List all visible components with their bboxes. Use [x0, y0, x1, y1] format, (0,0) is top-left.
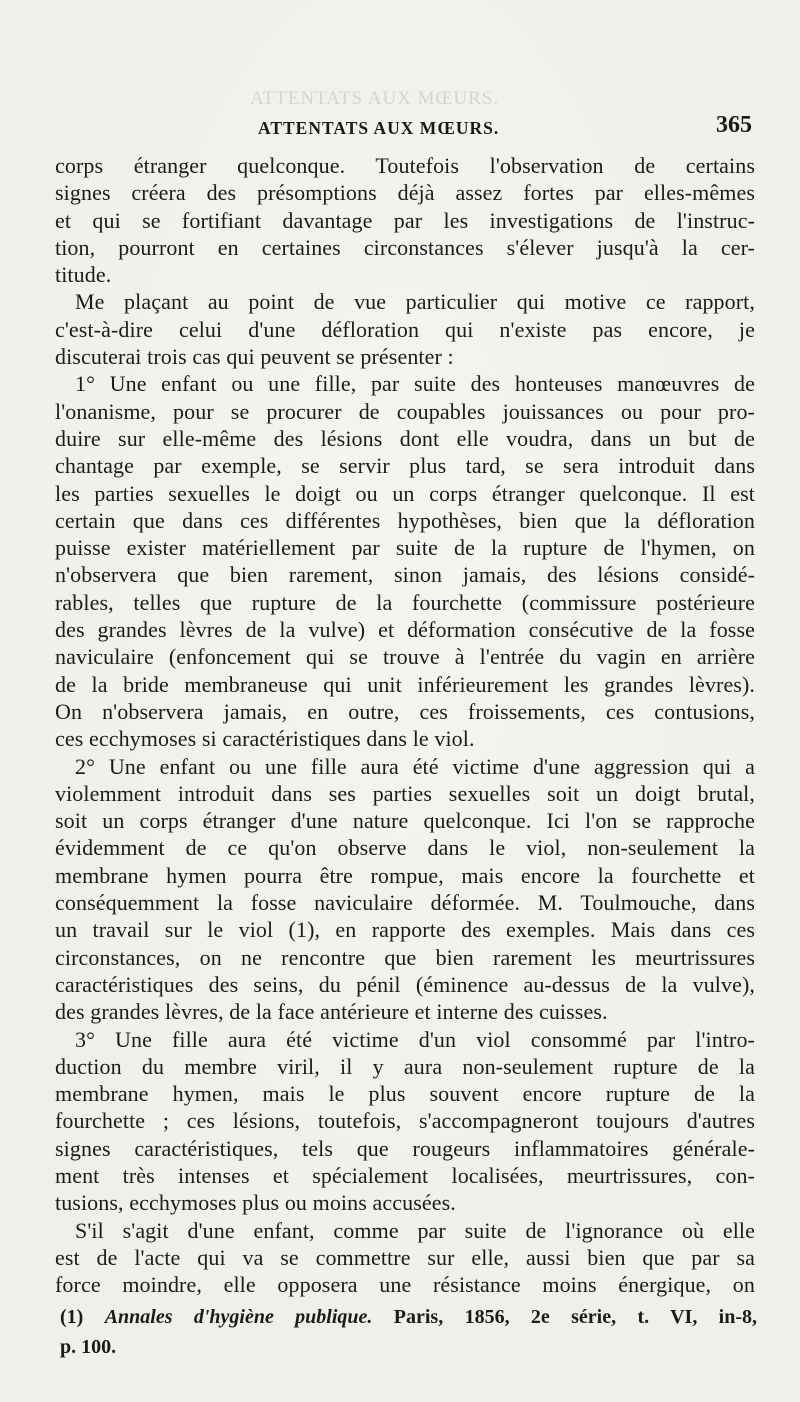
text-line: membrane hymen pourra être rompue, mais encore la fourchette et	[55, 862, 755, 888]
text-line: S'il s'agit d'une enfant, comme par suite de l'ignorance où elle	[75, 1217, 755, 1243]
text-line: tion, pourront en certaines circonstances s'élever jusqu'à la cer-	[55, 234, 755, 260]
footnote-journal-title: Annales d'hygiène publique.	[104, 1306, 373, 1328]
text-line: est de l'acte qui va se commettre sur elle, aussi bien que par sa	[55, 1244, 755, 1270]
text-line: chantage par exemple, se servir plus tard, se sera introduit dans	[55, 453, 755, 479]
text-line: ment très intenses et spécialement localisées, meurtrissures, con-	[55, 1162, 755, 1188]
footnote-line: p. 100.	[60, 1336, 117, 1358]
footnote-line	[60, 1302, 757, 1332]
text-line: 2° Une enfant ou une fille aura été victime d'une aggression qui a	[75, 753, 755, 779]
text-line: c'est-à-dire celui d'une défloration qui n'existe pas encore, je	[55, 316, 755, 342]
text-line: membrane hymen, mais le plus souvent encore rupture de la	[55, 1081, 755, 1107]
text-line: l'onanisme, pour se procurer de coupables jouissances ou pour pro-	[55, 398, 755, 424]
text-line: soit un corps étranger d'une nature quelconque. Ici l'on se rapproche	[55, 808, 755, 834]
text-line: des grandes lèvres de la vulve) et déformation consécutive de la fosse	[55, 617, 755, 643]
text-line: et qui se fortifiant davantage par les investigations de l'instruc-	[55, 207, 755, 233]
text-line: naviculaire (enfoncement qui se trouve à l'entrée du vagin en arrière	[55, 644, 755, 670]
text-line: tusions, ecchymoses plus ou moins accusées.	[55, 1190, 456, 1216]
text-line: discuterai trois cas qui peuvent se présenter :	[55, 344, 454, 370]
page-number: 365	[716, 112, 752, 138]
text-line: puisse exister matériellement par suite de la rupture de l'hymen, on	[55, 535, 755, 561]
bleed-through-text: ATTENTATS AUX MŒURS.	[250, 88, 500, 109]
page-header	[60, 112, 760, 142]
text-line: 1° Une enfant ou une fille, par suite des honteuses manœuvres de	[75, 371, 755, 397]
footnote-marker: (1)	[60, 1306, 84, 1328]
text-line: titude.	[55, 262, 112, 288]
text-line: violemment introduit dans ses parties sexuelles soit un doigt brutal,	[55, 780, 755, 806]
text-line: circonstances, on ne rencontre que bien rarement les meurtrissures	[55, 944, 755, 970]
text-line: n'observera que bien rarement, sinon jamais, des lésions considé-	[55, 562, 755, 588]
text-line: duire sur elle-même des lésions dont elle voudra, dans un but de	[55, 425, 755, 451]
body-text	[55, 152, 755, 1298]
text-line: certain que dans ces différentes hypothèses, bien que la défloration	[55, 507, 755, 533]
text-line: duction du membre viril, il y aura non-seulement rupture de la	[55, 1053, 755, 1079]
text-line: de la bride membraneuse qui unit inférieurement les grandes lèvres).	[55, 671, 755, 697]
text-line: 3° Une fille aura été victime d'un viol consommé par l'intro-	[75, 1026, 755, 1052]
text-line: fourchette ; ces lésions, toutefois, s'accompagneront toujours d'autres	[55, 1108, 755, 1134]
footnote-citation: Paris, 1856, 2e série, t. VI, in-8,	[393, 1306, 758, 1328]
text-line: ces ecchymoses si caractéristiques dans le viol.	[55, 726, 475, 752]
text-line: rables, telles que rupture de la fourchette (commissure postérieure	[55, 589, 755, 615]
footnote	[60, 1302, 757, 1362]
text-line: On n'observera jamais, en outre, ces froissements, ces contusions,	[55, 698, 755, 724]
text-line: signes caractéristiques, tels que rougeurs inflammatoires générale-	[55, 1135, 755, 1161]
text-line: Me plaçant au point de vue particulier qui motive ce rapport,	[75, 289, 755, 315]
text-line: évidemment de ce qu'on observe dans le viol, non-seulement la	[55, 835, 755, 861]
text-line: force moindre, elle opposera une résistance moins énergique, on	[55, 1272, 755, 1298]
running-head: ATTENTATS AUX MŒURS.	[258, 118, 500, 138]
text-line: corps étranger quelconque. Toutefois l'observation de certains	[55, 153, 755, 178]
text-line: conséquemment la fosse naviculaire déformée. M. Toulmouche, dans	[55, 890, 755, 916]
text-line: caractéristiques des seins, du pénil (éminence au-dessus de la vulve),	[55, 971, 755, 997]
text-line: un travail sur le viol (1), en rapporte des exemples. Mais dans ces	[55, 917, 755, 943]
text-line: les parties sexuelles le doigt ou un corps étranger quelconque. Il est	[55, 480, 755, 506]
text-line: signes créera des présomptions déjà assez fortes par elles-mêmes	[55, 180, 755, 206]
text-line: des grandes lèvres, de la face antérieure et interne des cuisses.	[55, 999, 608, 1025]
